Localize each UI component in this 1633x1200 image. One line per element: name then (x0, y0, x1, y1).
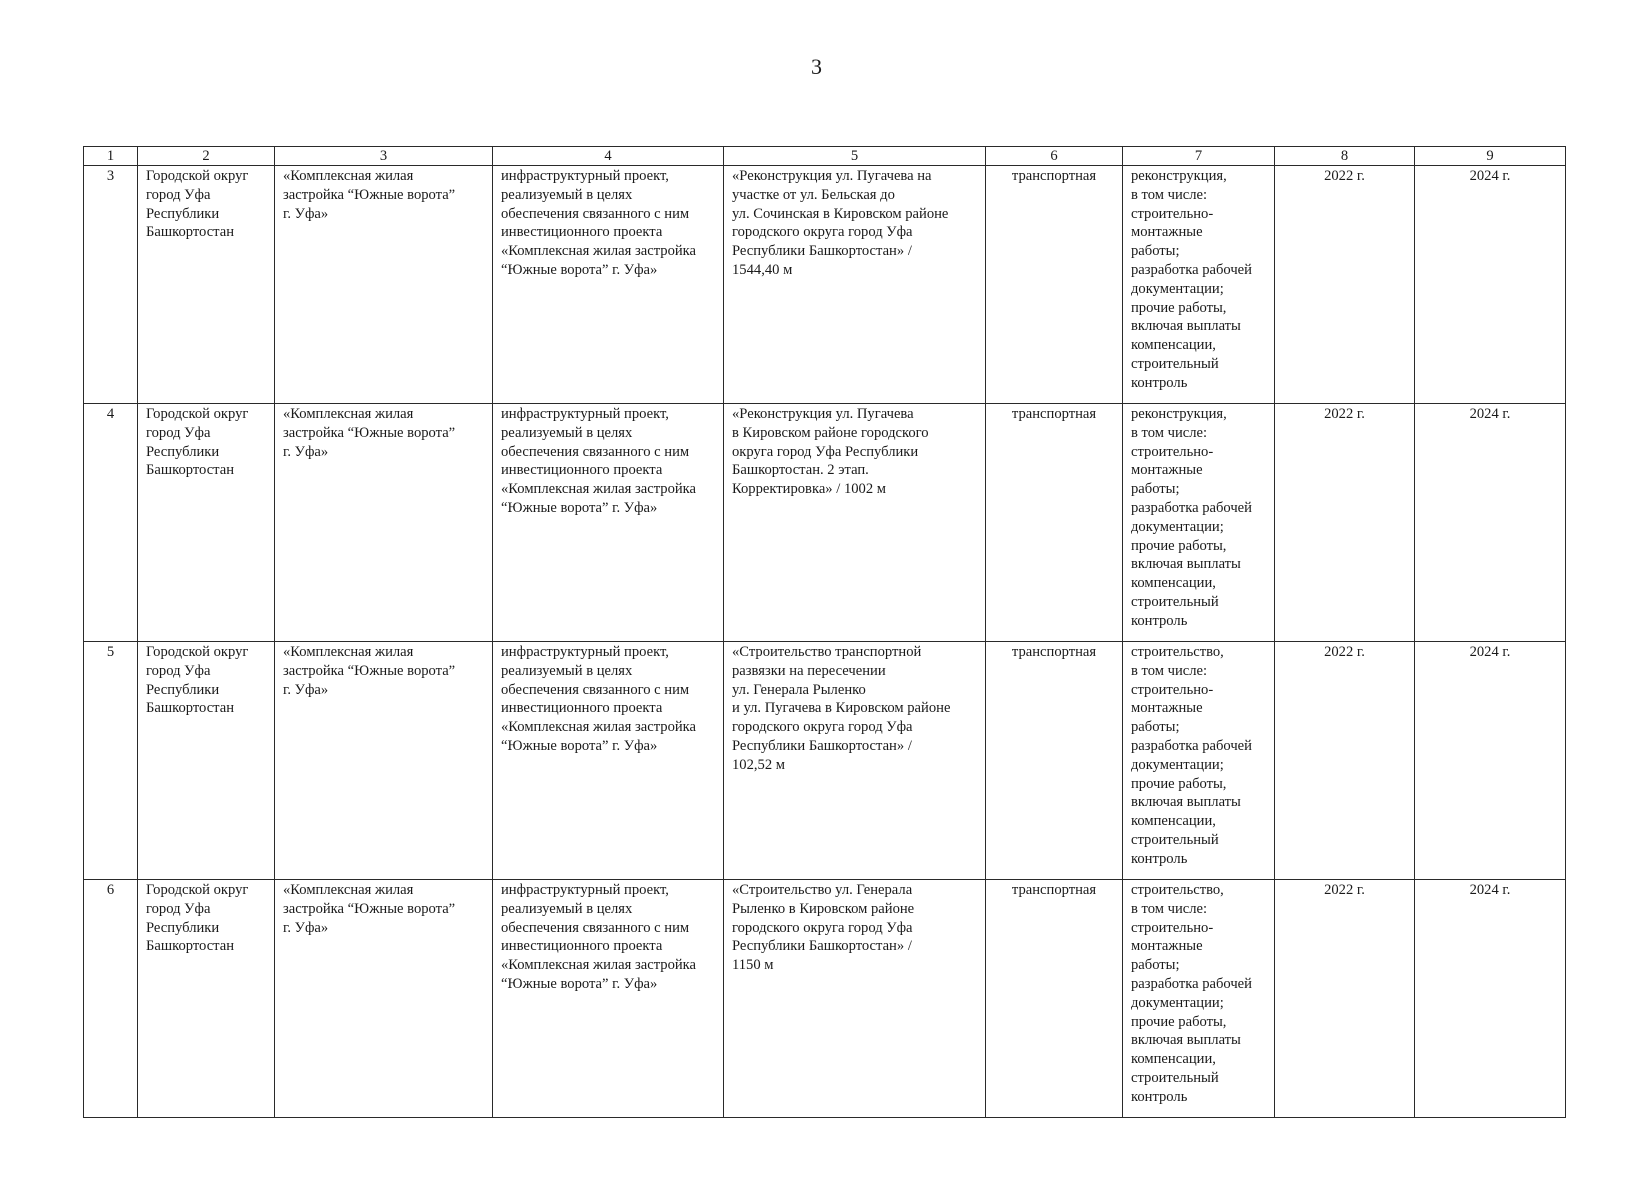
object-cell: «Реконструкция ул. Пугачева на участке от ул. Бельская до ул. Сочинская в Кировском районе городского округа город Уфа Республики Башкортостан» / 1544,40 м (724, 166, 986, 404)
column-number-row (84, 147, 1566, 166)
object-cell: «Реконструкция ул. Пугачева в Кировском районе городского округа город Уфа Республики Башкортостан. 2 этап. Корректировка» / 1002 м (724, 404, 986, 642)
project-name-cell: «Комплексная жилая застройка “Южные ворота” г. Уфа» (275, 880, 493, 1118)
works-cell: строительство, в том числе: строительно- монтажные работы; разработка рабочей документации; прочие работы, включая выплаты компенсации, строительный контроль (1123, 880, 1275, 1118)
table-row (84, 642, 1566, 880)
project-name-cell: «Комплексная жилая застройка “Южные ворота” г. Уфа» (275, 642, 493, 880)
end-year-cell: 2024 г. (1415, 404, 1566, 642)
column-number: 9 (1415, 147, 1566, 166)
column-number: 4 (493, 147, 724, 166)
start-year-cell: 2022 г. (1275, 880, 1415, 1118)
infrastructure-type-cell: транспортная (986, 880, 1123, 1118)
column-number: 6 (986, 147, 1123, 166)
column-number: 2 (138, 147, 275, 166)
start-year-cell: 2022 г. (1275, 404, 1415, 642)
infrastructure-type-cell: транспортная (986, 166, 1123, 404)
table-row (84, 880, 1566, 1118)
table-row (84, 404, 1566, 642)
row-number: 3 (84, 166, 138, 404)
row-number: 6 (84, 880, 138, 1118)
end-year-cell: 2024 г. (1415, 166, 1566, 404)
project-name-cell: «Комплексная жилая застройка “Южные ворота” г. Уфа» (275, 166, 493, 404)
project-type-cell: инфраструктурный проект, реализуемый в целях обеспечения связанного с ним инвестиционного проекта «Комплексная жилая застройка “Южные ворота” г. Уфа» (493, 880, 724, 1118)
column-number: 3 (275, 147, 493, 166)
column-number: 7 (1123, 147, 1275, 166)
project-type-cell: инфраструктурный проект, реализуемый в целях обеспечения связанного с ним инвестиционного проекта «Комплексная жилая застройка “Южные ворота” г. Уфа» (493, 642, 724, 880)
start-year-cell: 2022 г. (1275, 642, 1415, 880)
subject-cell: Городской округ город Уфа Республики Башкортостан (138, 404, 275, 642)
end-year-cell: 2024 г. (1415, 642, 1566, 880)
row-number: 4 (84, 404, 138, 642)
table-row (84, 166, 1566, 404)
infrastructure-type-cell: транспортная (986, 642, 1123, 880)
object-cell: «Строительство транспортной развязки на пересечении ул. Генерала Рыленко и ул. Пугачева в Кировском районе городского округа город Уфа Республики Башкортостан» / 102,52 м (724, 642, 986, 880)
subject-cell: Городской округ город Уфа Республики Башкортостан (138, 642, 275, 880)
page-number: 3 (811, 54, 822, 79)
subject-cell: Городской округ город Уфа Республики Башкортостан (138, 166, 275, 404)
start-year-cell: 2022 г. (1275, 166, 1415, 404)
works-cell: строительство, в том числе: строительно- монтажные работы; разработка рабочей документации; прочие работы, включая выплаты компенсации, строительный контроль (1123, 642, 1275, 880)
column-number: 1 (84, 147, 138, 166)
end-year-cell: 2024 г. (1415, 880, 1566, 1118)
project-type-cell: инфраструктурный проект, реализуемый в целях обеспечения связанного с ним инвестиционного проекта «Комплексная жилая застройка “Южные ворота” г. Уфа» (493, 166, 724, 404)
column-number: 5 (724, 147, 986, 166)
project-type-cell: инфраструктурный проект, реализуемый в целях обеспечения связанного с ним инвестиционного проекта «Комплексная жилая застройка “Южные ворота” г. Уфа» (493, 404, 724, 642)
projects-table (83, 146, 1566, 1118)
project-name-cell: «Комплексная жилая застройка “Южные ворота” г. Уфа» (275, 404, 493, 642)
works-cell: реконструкция, в том числе: строительно- монтажные работы; разработка рабочей документации; прочие работы, включая выплаты компенсации, строительный контроль (1123, 166, 1275, 404)
infrastructure-type-cell: транспортная (986, 404, 1123, 642)
column-number: 8 (1275, 147, 1415, 166)
subject-cell: Городской округ город Уфа Республики Башкортостан (138, 880, 275, 1118)
works-cell: реконструкция, в том числе: строительно- монтажные работы; разработка рабочей документации; прочие работы, включая выплаты компенсации, строительный контроль (1123, 404, 1275, 642)
row-number: 5 (84, 642, 138, 880)
object-cell: «Строительство ул. Генерала Рыленко в Кировском районе городского округа город Уфа Республики Башкортостан» / 1150 м (724, 880, 986, 1118)
